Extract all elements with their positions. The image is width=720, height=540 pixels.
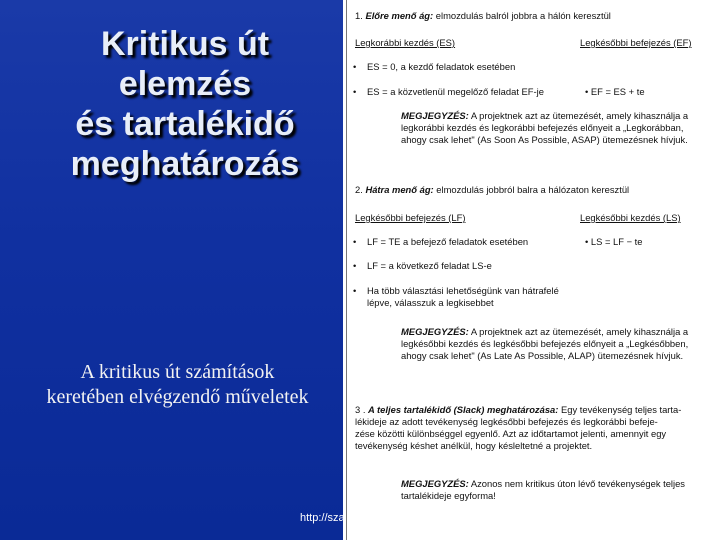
section2-col-left: Legkésőbbi befejezés (LF) [355,212,466,223]
section1-note-cont: legkorábbi kezdés és legkorábbi befejezés előnyeit a „Legkorábban, ahogy csak lehet" (As Soon As Possible, ASAP) ütemezésnek hívjuk. [401,122,688,145]
section1-heading-em: Előre menő ág: [365,10,434,21]
section1-bullet-2-right: • EF = ES + te [585,86,645,97]
section2-heading [355,184,629,196]
title-panel [0,0,345,540]
section2-heading-em: Hátra menő ág: [365,184,434,195]
title-line-2: elemzés [118,65,252,103]
slide-subtitle: A kritikus út számítások keretében elvégzendő műveletek [46,361,309,408]
section3-text: 3 . A teljes tartalékidő (Slack) meghatározása: Egy tevékenység teljes tarta- lékideje az adott tevékenység legkésőbbi befejezés és legkorábbi befeje- zése közötti különbséggel egyenlő. Azt az időtartamot jelenti, amennyit egy tevékenység késhet anélkül, hogy késleltetné a projektet. [355,404,682,451]
title-line-4: meghatározás [70,145,300,183]
section2-note: MEGJEGYZÉS: A projektnek azt az ütemezését, amely kihasználja a [401,326,689,337]
section2-columns [355,212,713,224]
section1-col-left: Legkorábbi kezdés (ES) [355,37,456,48]
section2-number: 2. [355,184,366,195]
section2-heading-rest: elmozdulás jobbról balra a hálózaton keresztül [433,184,630,195]
section3-note-cont: tartalékideje egyforma! [401,490,496,501]
section3-note-label: MEGJEGYZÉS: [401,478,469,489]
scanned-document: 1. Előre menő ág: elmozdulás balról jobbra a hálón keresztül Legkorábbi kezdés (ES) Legkésőbbi befejezés (EF) • ES = 0, a kezdő feladatok esetében • ES = a közvetlenül megelőző feladat EF-je • EF = ES + te MEGJEGYZÉS: A projektnek azt az ütemezését, amely kihasználja a legkorábbi kezdés és legkorábbi befejezés előnyeit a „Legkorábban, ahogy csak lehet" (As Soon As Possible, ASAP) ütemezésnek hívjuk. 2. Hátra menő ág: elmozdulás jobbról balra a hálózaton keresztül Legkésőbbi befejezés (LF) Legkésőbbi kezdés (LS) • LF = TE a befejező feladatok esetében • LS = LF − te • LF = a következő feladat LS-e • Ha több választási lehetőségünk van hátrafelé lépve, válasszuk a legkisebbet MEGJEGYZÉS: A projektnek azt az ütemezését, amely kihasználja a legkésőbbi kezdés és legkésőbbi befejezés előnyeit a „Legkésőbben, ahogy csak lehet" (As Late As Possible, ALAP) ütemezésnek hívjuk. 3 . A teljes tartalékidő (Slack) meghatározása: Egy tevékenység teljes tarta- lékideje az adott tevékenység legkésőbbi befejezés és legkorábbi befeje- zése közötti különbséggel egyenlő. Azt az időtartamot jelenti, amennyit egy tevékenység késhet anélkül, hogy késleltetné a projektet. MEGJEGYZÉS: Azonos nem kritikus úton lévő tevékenységek teljes tartalékideje egyforma! [343,0,720,540]
section3-note: MEGJEGYZÉS: Azonos nem kritikus úton lévő tevékenységek teljes [401,478,685,489]
section2-bullet-1-right: • LS = LF − te [585,236,643,247]
section1-heading [355,10,611,22]
section1-note: MEGJEGYZÉS: A projektnek azt az ütemezését, amely kihasználja a [401,110,689,121]
section2-note-cont: legkésőbbi kezdés és legkésőbbi befejezés előnyeit a „Legkésőbben, ahogy csak lehet" (As Late As Possible, ALAP) ütemezésnek hívjuk. [401,338,689,361]
section1-number: 1. [355,10,366,21]
title-line-3: és tartalékidő [75,105,295,143]
title-line-1: Kritikus út [100,25,270,63]
section1-col-right: Legkésőbbi befejezés (EF) [580,37,692,48]
scan-edge-line [346,0,347,540]
slide-title [20,24,350,184]
section2-col-right: Legkésőbbi kezdés (LS) [580,212,681,223]
section3-heading-em: A teljes tartalékidő (Slack) meghatározása: [368,404,559,415]
section1-note-label: MEGJEGYZÉS: [401,110,469,121]
section3-number: 3 . [355,404,369,415]
section1-columns [355,37,713,49]
section2-note-label: MEGJEGYZÉS: [401,326,469,337]
source-url[interactable]: http://sza [300,512,345,524]
section1-heading-rest: elmozdulás balról jobbra a hálón keresztül [433,10,611,21]
